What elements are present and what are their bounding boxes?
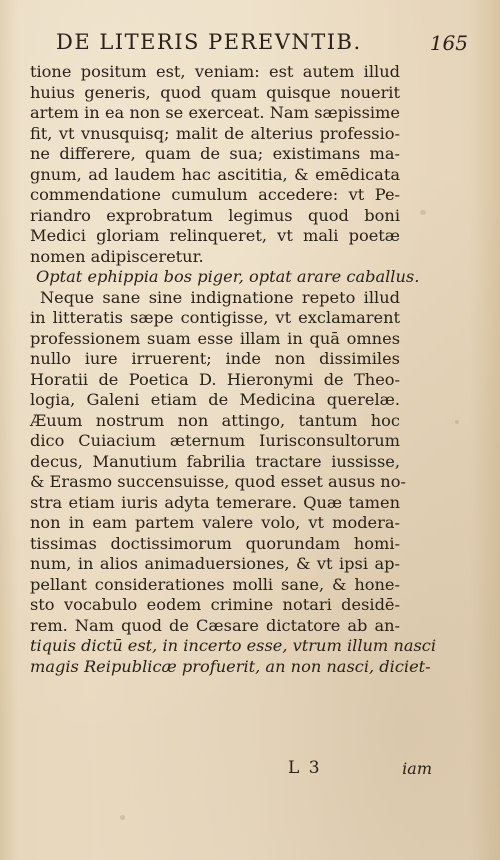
text-line: nomen adipisceretur. xyxy=(30,246,204,266)
text-line: Neque sane sine indignatione repeto illud xyxy=(40,287,400,307)
page-number: 165 xyxy=(429,31,468,55)
paper-stain xyxy=(420,210,426,215)
text-line: fit, vt vnusquisq; malit de alterius professio- xyxy=(30,123,400,143)
text-line: tione positum est, veniam: est autem illud xyxy=(30,62,400,81)
text-line: commendatione cumulum accedere: vt Pe- xyxy=(30,185,400,204)
text-line: dico Cuiacium æternum Iurisconsultorum xyxy=(30,431,400,450)
text-line: professionem suam esse illam in quā omnes xyxy=(30,328,400,348)
text-line: nullo iure irruerent; inde non dissimiles xyxy=(30,349,400,368)
text-line: num, in alios animaduersiones, & vt ipsi ap- xyxy=(30,554,400,573)
text-line: riandro exprobratum legimus quod boni xyxy=(30,205,400,225)
text-line: Horatii de Poetica D. Hieronymi de Theo- xyxy=(30,369,400,389)
paper-stain xyxy=(120,815,125,820)
text-line: & Erasmo succensuisse, quod esset ausus no- xyxy=(30,472,406,491)
paper-stain xyxy=(455,420,459,424)
text-line: artem in ea non se exerceat. Nam sæpissime xyxy=(30,103,400,122)
text-line: pellant considerationes molli sane, & hone- xyxy=(30,574,400,594)
catchword: iam xyxy=(402,759,432,778)
text-line: logia, Galeni etiam de Medicina querelæ. xyxy=(30,390,400,409)
page-header xyxy=(56,28,476,58)
text-line: tissimas doctissimorum quorundam homi- xyxy=(30,533,400,553)
verse-quotation: Optat ephippia bos piger, optat arare caballus. xyxy=(36,267,420,286)
text-line: Medici gloriam relinqueret, vt mali poetæ xyxy=(30,226,400,245)
text-line: rem. Nam quod de Cæsare dictatore ab an- xyxy=(30,615,400,635)
text-line: tiquis dictū est, in incerto esse, vtrum illum nasci xyxy=(30,636,437,655)
text-line: ne differere, quam de sua; existimans ma- xyxy=(30,144,400,163)
text-line: huius generis, quod quam quisque nouerit xyxy=(30,82,400,102)
text-line: gnum, ad laudem hac ascititia, & emēdicata xyxy=(30,164,400,184)
body-text xyxy=(30,62,437,677)
text-line: in litteratis sæpe contigisse, vt exclamarent xyxy=(30,308,400,327)
text-line: sto vocabulo eodem crimine notari desidē- xyxy=(30,595,400,614)
text-line: decus, Manutium fabrilia tractare iussisse, xyxy=(30,451,400,471)
text-line: stra etiam iuris adyta temerare. Quæ tamen xyxy=(30,492,400,512)
page-footer xyxy=(280,758,460,782)
text-line: non in eam partem valere volo, vt modera- xyxy=(30,513,400,532)
running-head: DE LITERIS PEREVNTIB. xyxy=(56,30,362,54)
text-line: magis Reipublicæ profuerit, an non nasci, diciet- xyxy=(30,656,431,676)
text-line: Æuum nostrum non attingo, tantum hoc xyxy=(30,410,400,430)
signature-mark: L 3 xyxy=(288,758,322,778)
